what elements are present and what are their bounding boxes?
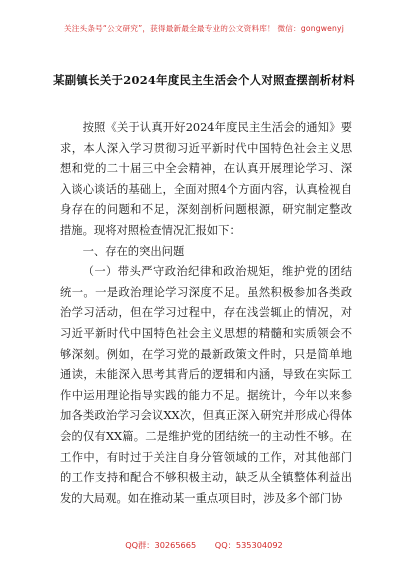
document-title: 某副镇长关于2024年度民主生活会个人对照查摆剖析材料 [53, 73, 355, 87]
qq-group: QQ群：30265665 [125, 540, 197, 550]
document-body [60, 118, 352, 509]
intro-paragraph: 按照《关于认真开好2024年度民主生活会的通知》要求，本人深入学习贯彻习近平新时代中国特色社会主义思想和党的二十届三中全会精神，在认真开展理论学习、深入谈心谈话的基础上，全面对照4个方面内容，认真检视自身存在的问题和不足，深刻剖析问题根源，研究制定整改措施。现将对照检查情况汇报如下： [60, 121, 352, 237]
section-heading: 一、存在的突出问题 [82, 244, 185, 258]
body-paragraph: （一）带头严守政治纪律和政治规矩，维护党的团结统一。一是政治理论学习深度不足。虽然积极参加各类政治学习活动，但在学习过程中，存在浅尝辄止的情况，对习近平新时代中国特色社会主义思想的精髓和实质领会不够深刻。例如，在学习党的最新政策文件时，只是简单地通读，未能深入思考其背后的逻辑和内涵，导致在实际工作中运用理论指导实践的能力不足。据统计，今年以来参加各类政治学习会议XX次，但真正深入研究并形成心得体会的仅有XX篇。二是维护党的团结统一的主动性不够。在工作中，有时过于关注自身分管领域的工作，对其他部门的工作支持和配合不够积极主动，缺乏从全镇整体利益出发的大局观。如在推动某一重点项目时，涉及多个部门协 [60, 265, 352, 505]
promo-banner: 关注头条号“公文研究”，获得最新最全最专业的公文资料库！ 微信：gongwenyj [63, 24, 345, 33]
footer-contact [0, 540, 408, 551]
qq-number: QQ：535304092 [214, 540, 283, 550]
